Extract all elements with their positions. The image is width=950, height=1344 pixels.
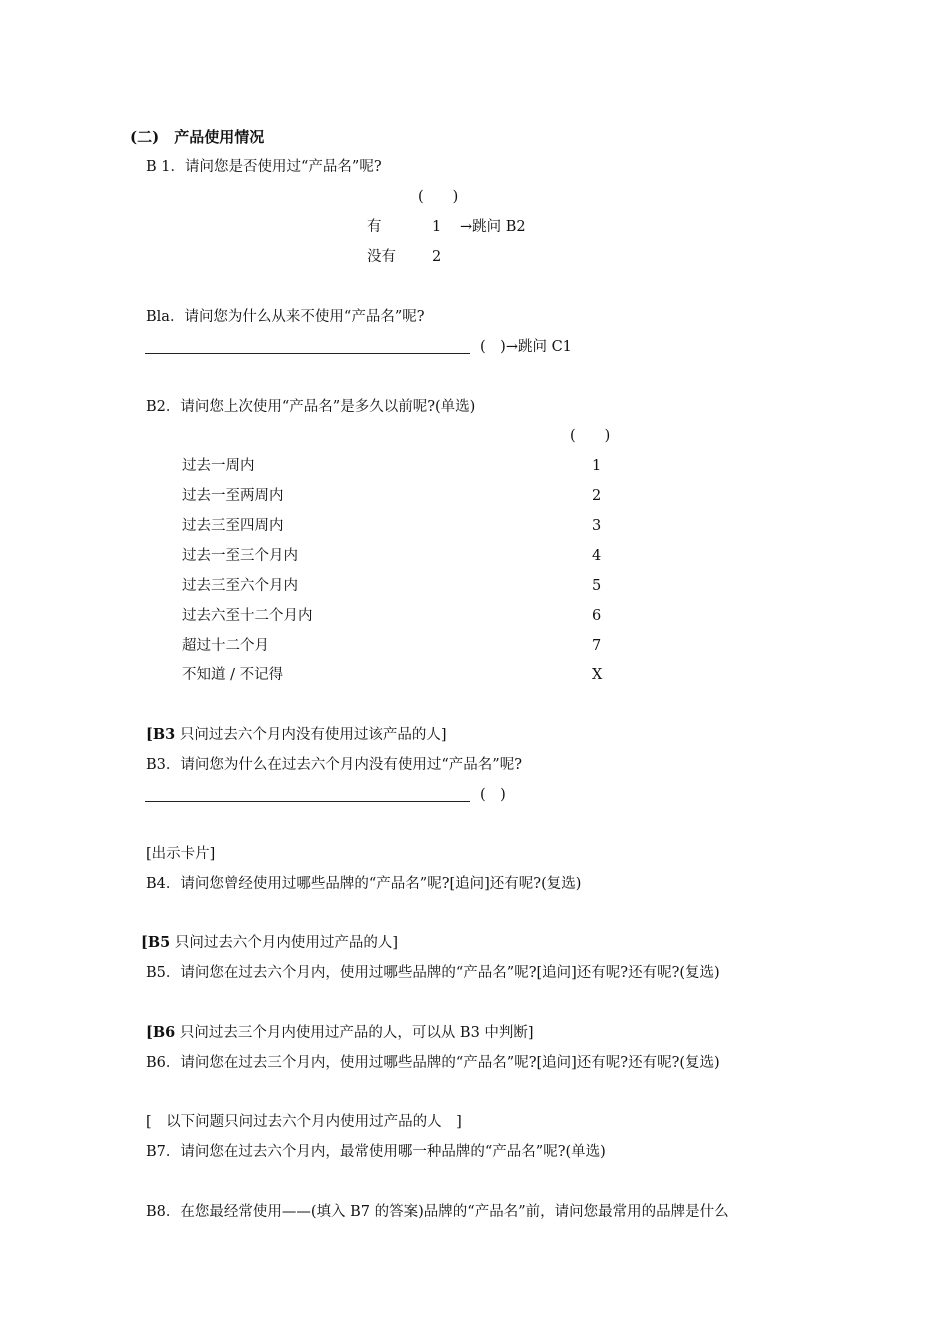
instruction-b4: [出示卡片]	[146, 846, 216, 862]
option-code: 3	[592, 518, 602, 534]
option-code: 7	[592, 638, 602, 654]
instruction-b3: [B3 只问过去六个月内没有使用过该产品的人]	[146, 726, 447, 743]
instruction-b5: [B5 只问过去六个月内使用过产品的人]	[141, 934, 398, 951]
option-label: 没有	[367, 249, 396, 265]
option-code: X	[592, 667, 603, 683]
question-b6: B6．请问您在过去三个月内，使用过哪些品牌的“产品名”呢?[追问]还有呢?还有呢?(复选)	[146, 1055, 720, 1071]
option-label: 有	[367, 219, 382, 235]
instruction-b6: [B6 只问过去三个月内使用过产品的人，可以从 B3 中判断]	[146, 1024, 534, 1041]
question-b8: B8．在您最经常使用——(填入 B7 的答案)品牌的“产品名”前，请问您最常用的品牌是什么	[146, 1204, 729, 1220]
instruction-b7: [ 以下问题只问过去六个月内使用过产品的人 ]	[146, 1114, 462, 1130]
answer-line[interactable]	[145, 801, 470, 802]
option-code: 2	[432, 249, 442, 265]
question-b3: B3．请问您为什么在过去六个月内没有使用过“产品名”呢?	[146, 757, 522, 773]
option-label: 超过十二个月	[182, 638, 269, 654]
option-code: 5	[592, 578, 602, 594]
option-label: 过去三至六个月内	[182, 578, 298, 594]
question-b2: B2．请问您上次使用“产品名”是多久以前呢?(单选)	[146, 399, 476, 415]
question-b1a: Bla．请问您为什么从来不使用“产品名”呢?	[146, 309, 425, 325]
answer-line[interactable]	[145, 353, 470, 354]
option-label: 过去六至十二个月内	[182, 608, 313, 624]
section-title: (二) 产品使用情况	[130, 128, 265, 146]
option-label: 过去一至两周内	[182, 488, 284, 504]
option-code: 6	[592, 608, 602, 624]
option-code: 1	[432, 219, 442, 235]
answer-paren-b1: ( )	[418, 189, 459, 205]
option-label: 过去三至四周内	[182, 518, 284, 534]
answer-paren-b3: ( )	[480, 787, 506, 803]
option-label: 过去一周内	[182, 458, 255, 474]
option-label: 过去一至三个月内	[182, 548, 298, 564]
skip-note-b1a: ( )→跳问 C1	[480, 339, 572, 355]
option-code: 1	[592, 458, 602, 474]
option-label: 不知道 / 不记得	[182, 667, 284, 683]
answer-paren-b2: ( )	[570, 428, 611, 444]
skip-note: →跳问 B2	[460, 219, 526, 235]
question-b4: B4．请问您曾经使用过哪些品牌的“产品名”呢?[追问]还有呢?(复选)	[146, 876, 582, 892]
question-b7: B7．请问您在过去六个月内，最常使用哪一种品牌的“产品名”呢?(单选)	[146, 1144, 606, 1160]
question-b1: B 1．请问您是否使用过“产品名”呢?	[146, 159, 382, 175]
question-b5: B5．请问您在过去六个月内，使用过哪些品牌的“产品名”呢?[追问]还有呢?还有呢?(复选)	[146, 965, 720, 981]
option-code: 4	[592, 548, 602, 564]
option-code: 2	[592, 488, 602, 504]
